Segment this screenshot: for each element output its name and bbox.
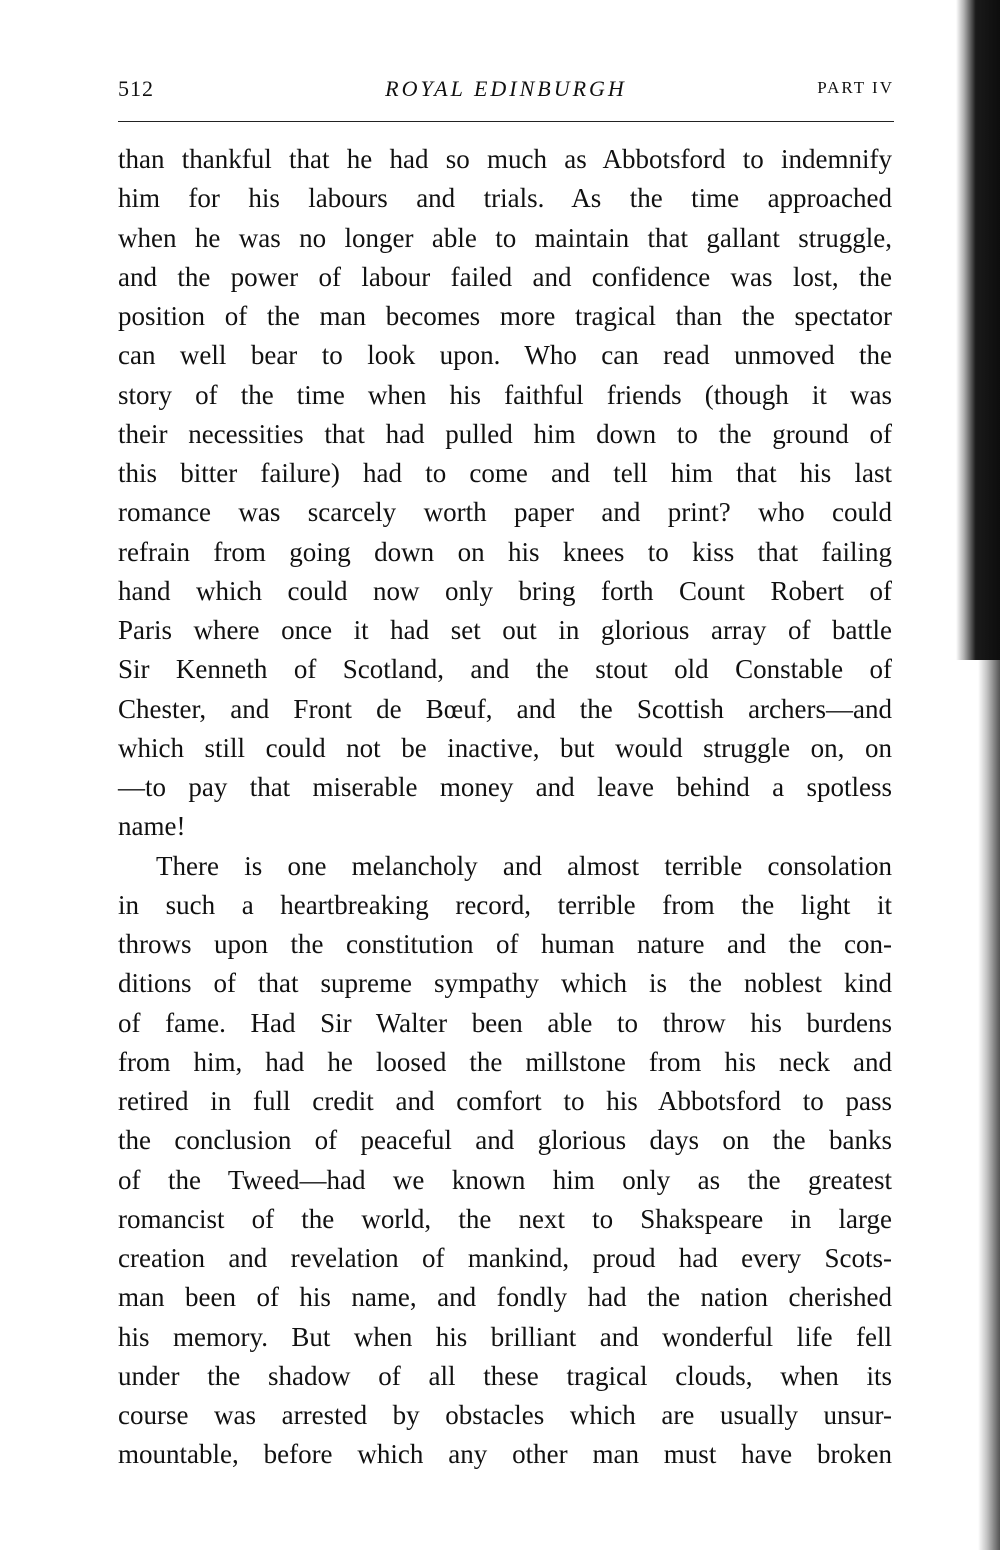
text-line: than thankful that he had so much as Abbotsford to indemnify <box>118 144 892 174</box>
text-line: under the shadow of all these tragical clouds, when its <box>118 1360 892 1391</box>
binding-shadow-lower <box>978 660 1000 1550</box>
text-line: can well bear to look upon. Who can read unmoved the <box>118 340 892 371</box>
text-line: position of the man becomes more tragical than the spectator <box>118 301 892 331</box>
text-line: this bitter failure) had to come and tell him that his last <box>118 458 892 488</box>
text-line: the conclusion of peaceful and glorious days on the banks <box>118 1125 892 1156</box>
text-line: story of the time when his faithful friends (though it was <box>118 379 892 410</box>
text-line: retired in full credit and comfort to his Abbotsford to pass <box>118 1086 892 1116</box>
text-line: Chester, and Front de Bœuf, and the Scottish archers—and <box>118 693 892 724</box>
part-label: PART IV <box>817 78 894 97</box>
text-line: in such a heartbreaking record, terrible from the light it <box>118 889 892 920</box>
text-line: him for his labours and trials. As the time approached <box>118 183 892 214</box>
text-line: ditions of that supreme sympathy which is the noblest kind <box>118 968 892 999</box>
text-line: and the power of labour failed and confidence was lost, the <box>118 261 892 292</box>
text-line: which still could not be inactive, but would struggle on, on <box>118 732 892 763</box>
text-line: from him, had he loosed the millstone from his neck and <box>118 1046 892 1077</box>
running-title: ROYAL EDINBURGH <box>385 76 627 101</box>
text-line: name! <box>118 811 186 842</box>
text-line: romancist of the world, the next to Shakspeare in large <box>118 1203 892 1234</box>
text-line: their necessities that had pulled him down to the ground of <box>118 418 892 449</box>
header-rule <box>118 121 894 122</box>
text-line: Paris where once it had set out in glorious array of battle <box>118 615 892 645</box>
text-line: throws upon the constitution of human nature and the con- <box>118 929 892 959</box>
text-line: There is one melancholy and almost terrible consolation <box>156 850 892 881</box>
page-number: 512 <box>118 76 154 101</box>
running-head <box>118 76 894 106</box>
text-line: when he was no longer able to maintain that gallant struggle, <box>118 222 892 253</box>
text-line: hand which could now only bring forth Count Robert of <box>118 575 892 606</box>
text-line: of fame. Had Sir Walter been able to throw his burdens <box>118 1007 892 1038</box>
text-line: mountable, before which any other man must have broken <box>118 1439 892 1470</box>
body-text <box>118 140 892 1475</box>
text-line: course was arrested by obstacles which are usually unsur- <box>118 1400 892 1430</box>
text-line: refrain from going down on his knees to kiss that failing <box>118 536 892 567</box>
text-line: his memory. But when his brilliant and wonderful life fell <box>118 1321 892 1352</box>
binding-shadow <box>956 0 1000 660</box>
text-line: man been of his name, and fondly had the nation cherished <box>118 1282 892 1313</box>
text-line: Sir Kenneth of Scotland, and the stout old Constable of <box>118 654 892 685</box>
text-line: romance was scarcely worth paper and print? who could <box>118 497 892 528</box>
text-line: —to pay that miserable money and leave behind a spotless <box>118 772 892 802</box>
text-line: creation and revelation of mankind, proud had every Scots- <box>118 1243 892 1273</box>
text-line: of the Tweed—had we known him only as the greatest <box>118 1164 892 1195</box>
